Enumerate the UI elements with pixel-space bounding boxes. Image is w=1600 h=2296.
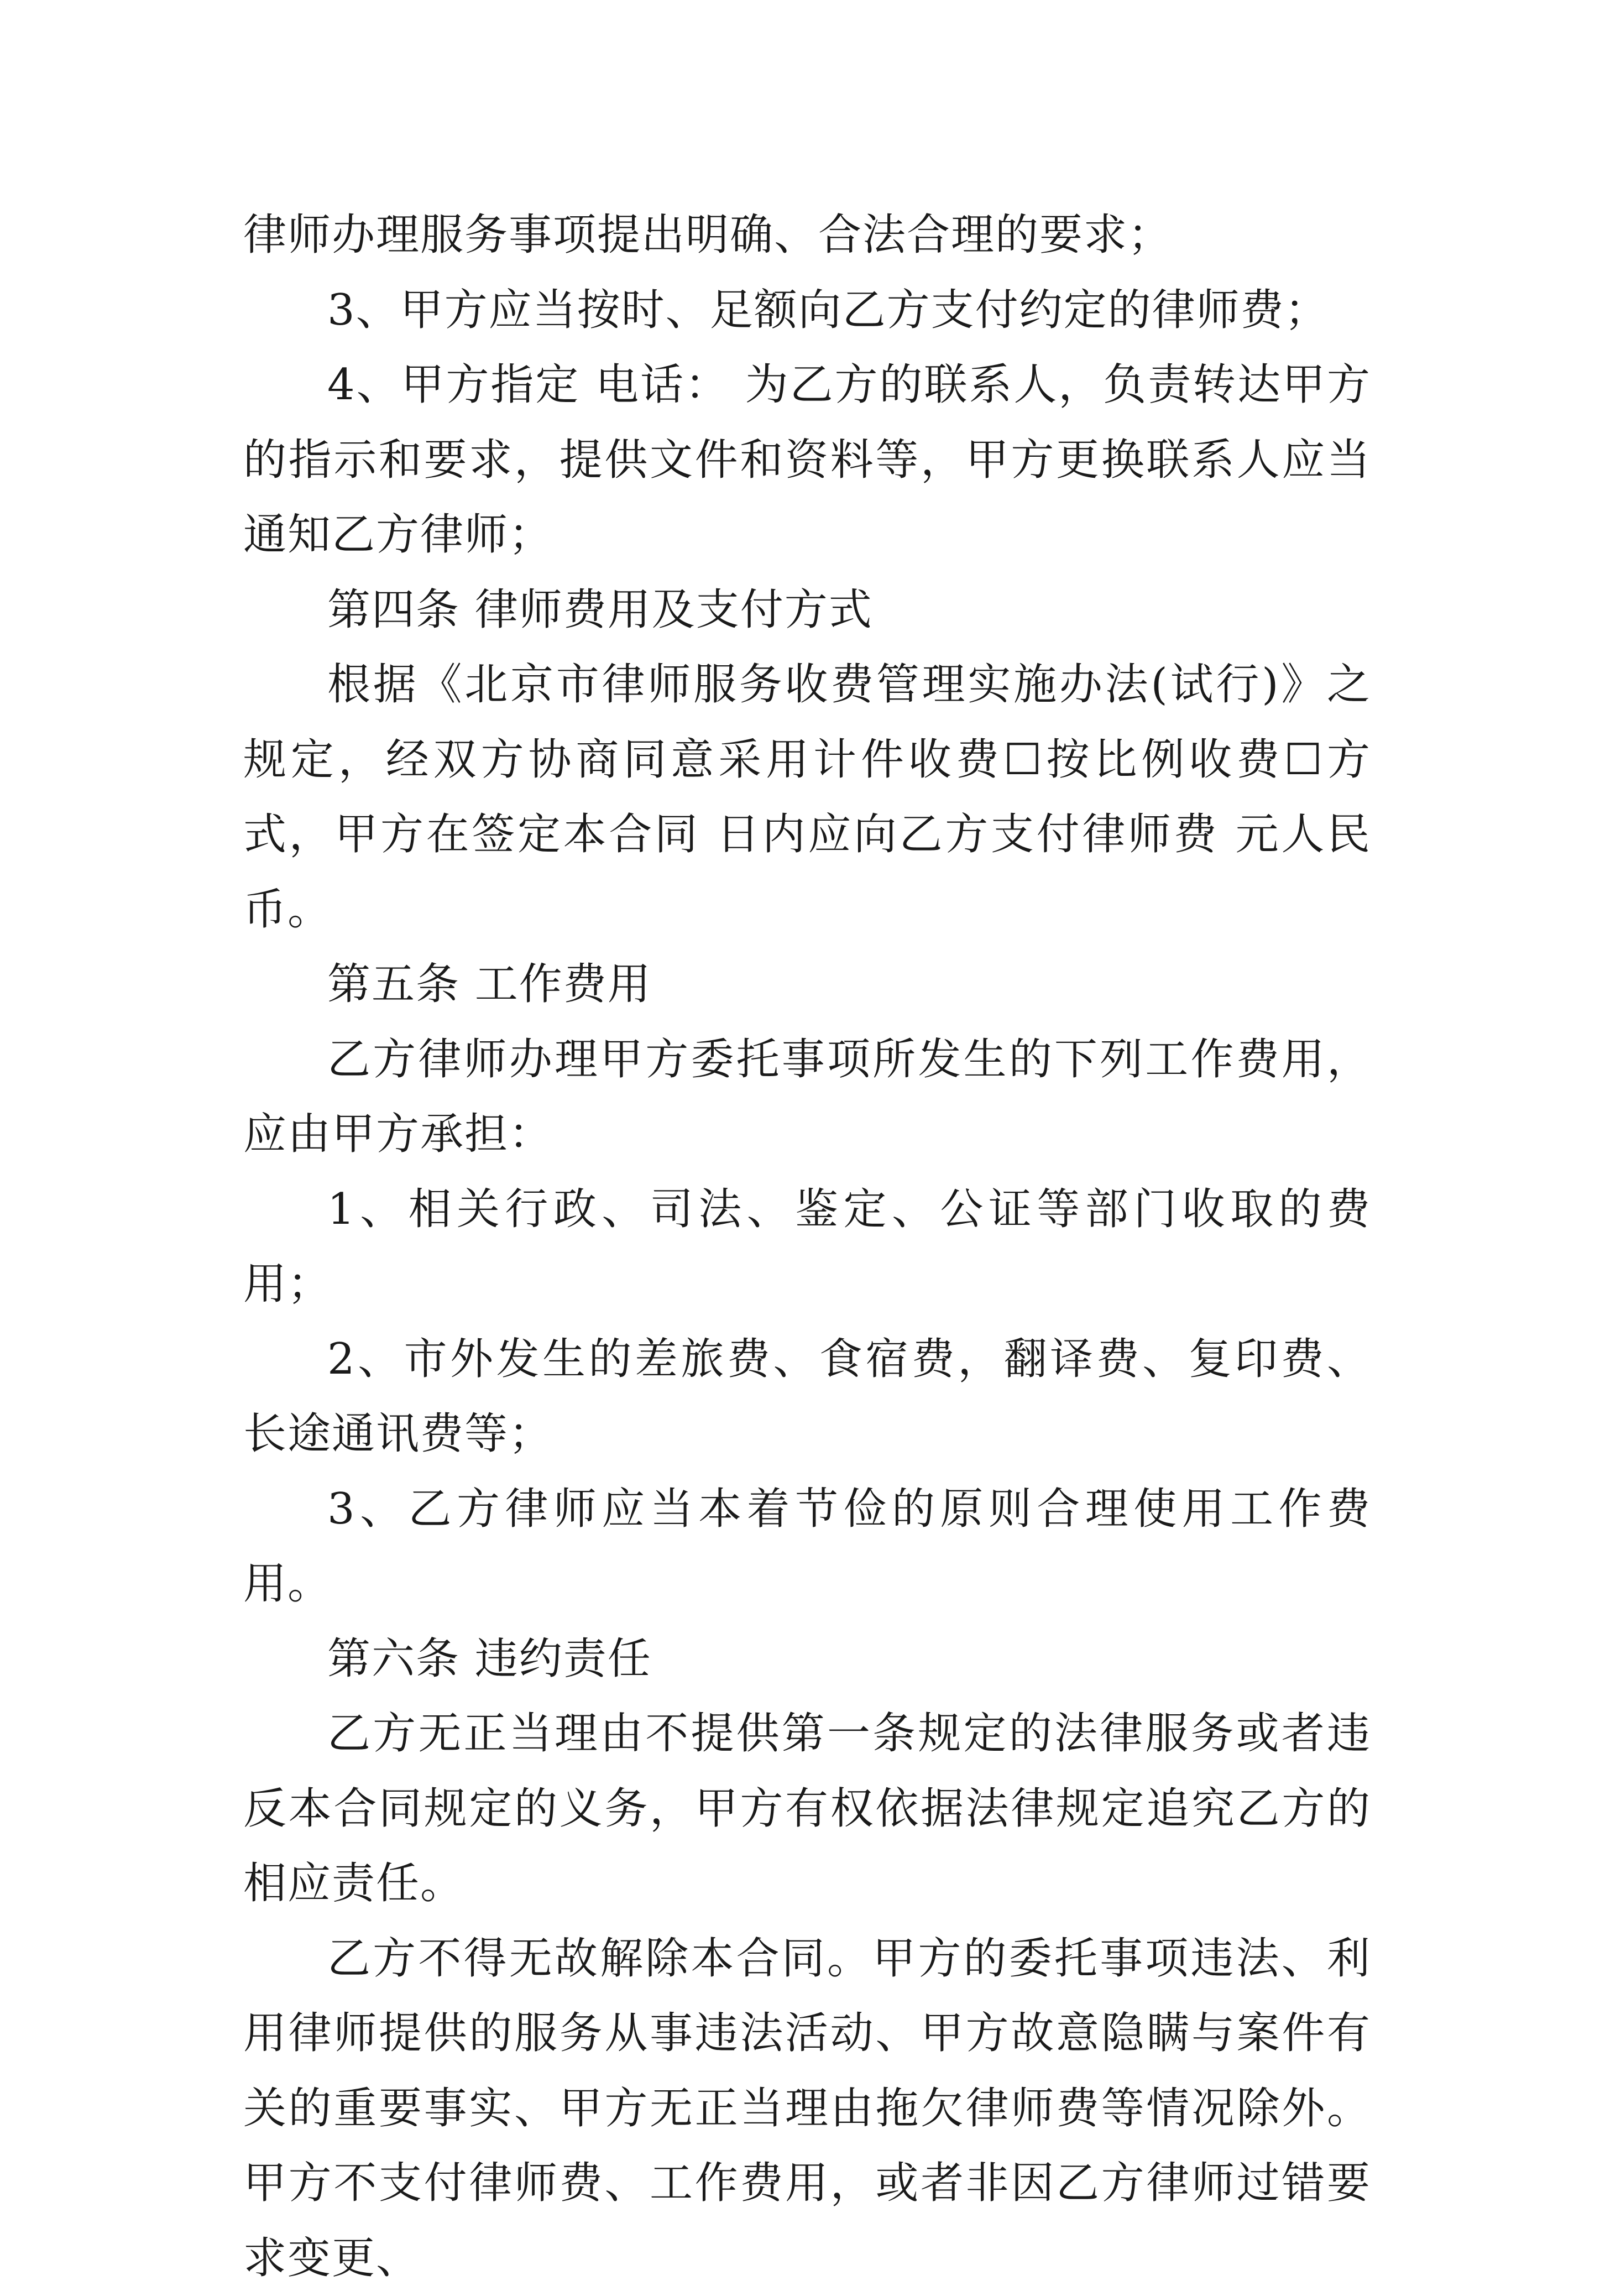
contract-body [243,198,1371,2296]
paragraph: 乙方不得无故解除本合同。甲方的委托事项违法、利用律师提供的服务从事违法活动、甲方故意隐瞒与案件有关的重要事实、甲方无正当理由拖欠律师费等情况除外。 甲方不支付律师费、工作费用，或者非因乙方律师过错要求变更、 [243,1922,1371,2296]
paragraph: 根据《北京市律师服务收费管理实施办法(试行)》之规定，经双方协商同意采用计件收费☐按比例收费☐方式，甲方在签定本合同 日内应向乙方支付律师费 元人民币。 [243,648,1371,947]
paragraph: 律师办理服务事项提出明确、合法合理的要求； [243,198,1371,273]
section-heading: 第六条 违约责任 [243,1622,1371,1697]
paragraph: 1、相关行政、司法、鉴定、公证等部门收取的费用； [243,1172,1371,1322]
section-heading: 第五条 工作费用 [243,947,1371,1022]
paragraph: 4、甲方指定 电话： 为乙方的联系人，负责转达甲方的指示和要求，提供文件和资料等，甲方更换联系人应当通知乙方律师； [243,348,1371,573]
paragraph: 2、市外发生的差旅费、食宿费，翻译费、复印费、长途通讯费等； [243,1322,1371,1472]
paragraph: 乙方无正当理由不提供第一条规定的法律服务或者违反本合同规定的义务，甲方有权依据法律规定追究乙方的相应责任。 [243,1697,1371,1922]
section-heading: 第四条 律师费用及支付方式 [243,573,1371,648]
paragraph: 3、乙方律师应当本着节俭的原则合理使用工作费用。 [243,1472,1371,1622]
paragraph: 乙方律师办理甲方委托事项所发生的下列工作费用，应由甲方承担： [243,1022,1371,1172]
paragraph: 3、甲方应当按时、足额向乙方支付约定的律师费； [243,273,1371,348]
